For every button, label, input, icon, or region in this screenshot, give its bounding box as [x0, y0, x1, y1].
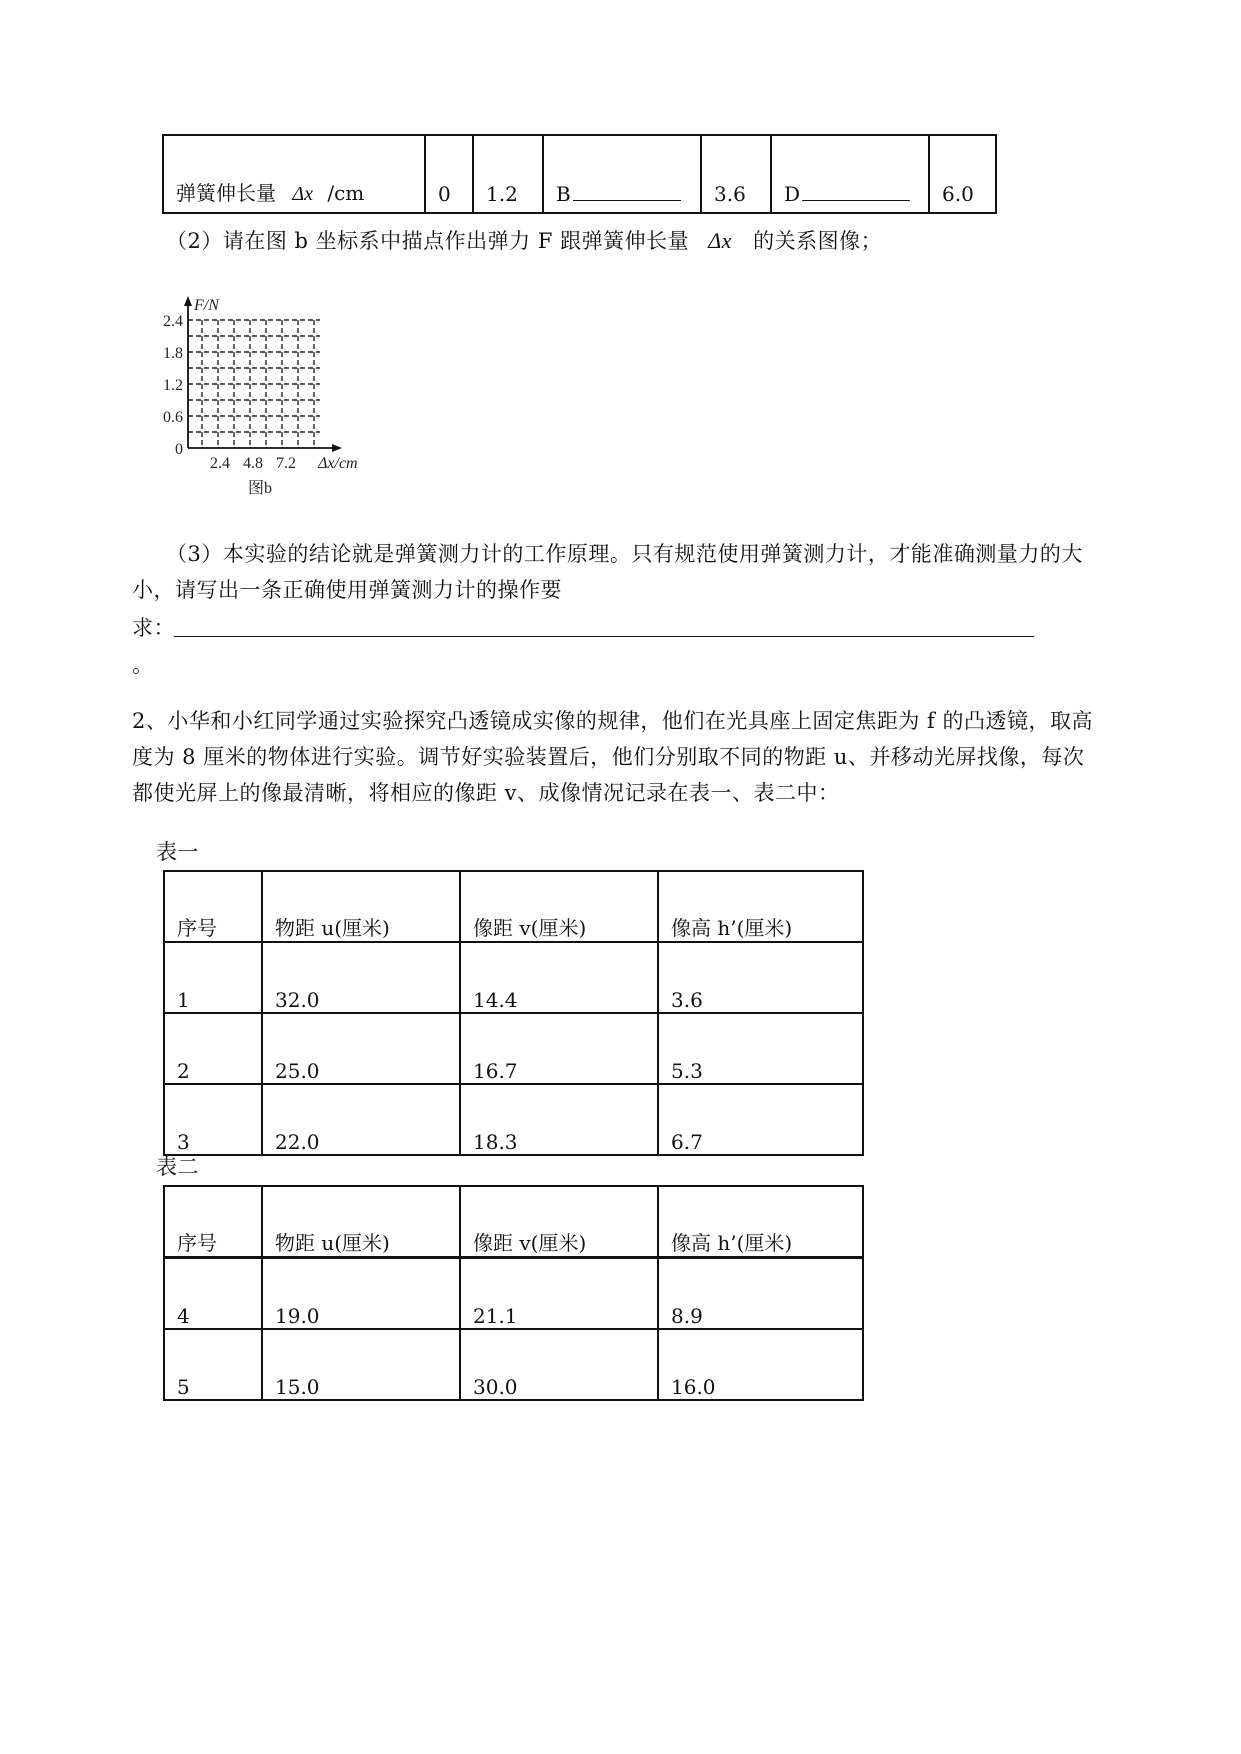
fill-blank-line [802, 199, 910, 201]
table-row [163, 135, 996, 213]
table-header-row [164, 1186, 863, 1258]
header-cell: 像距 v(厘米) [460, 871, 658, 942]
y-axis-arrow [184, 296, 192, 306]
problem2-line2: 度为 8 厘米的物体进行实验。调节好实验装置后，他们分别取不同的物距 u、并移动光屏找像，每次 [132, 745, 1085, 769]
table-cell: 25.0 [262, 1013, 460, 1084]
table-cell: 21.1 [460, 1258, 658, 1330]
problem2-line3: 都使光屏上的像最清晰，将相应的像距 v、成像情况记录在表一、表二中： [132, 781, 840, 805]
table2-caption: 表二 [156, 1155, 199, 1179]
table-cell: 14.4 [460, 942, 658, 1013]
y-tick-label: 2.4 [163, 313, 183, 330]
table-cell: 3 [164, 1084, 262, 1155]
table-cell: 5 [164, 1329, 262, 1400]
fill-blank-line [573, 199, 681, 201]
header-cell: 物距 u(厘米) [262, 871, 460, 942]
y-tick-label: 0.6 [163, 409, 183, 426]
header-cell: 像距 v(厘米) [460, 1186, 658, 1258]
x-tick-label: 7.2 [276, 455, 296, 472]
header-cell: 序号 [164, 871, 262, 942]
table-cell: 30.0 [460, 1329, 658, 1400]
table-cell: 0 [425, 135, 473, 213]
table-cell: 15.0 [262, 1329, 460, 1400]
header-cell: 物距 u(厘米) [262, 1186, 460, 1258]
row-label-text: 弹簧伸长量 [176, 181, 276, 205]
spring-extension-table [162, 134, 997, 214]
q3-line3 [132, 608, 175, 648]
table-cell: 1 [164, 942, 262, 1013]
table-cell: 19.0 [262, 1258, 460, 1330]
header-cell: 序号 [164, 1186, 262, 1258]
table-cell: 6.7 [658, 1084, 863, 1155]
q3-line1: （3）本实验的结论就是弹簧测力计的工作原理。只有规范使用弹簧测力计，才能准确测量力的大 [166, 542, 1083, 566]
table-row [164, 1013, 863, 1084]
table-cell: 4 [164, 1258, 262, 1330]
y-tick-label: 1.8 [163, 345, 183, 362]
table-cell: 5.3 [658, 1013, 863, 1084]
table-cell: 3.6 [701, 135, 771, 213]
unit-label: /cm [327, 181, 365, 205]
q3-line3-prefix: 求： [132, 616, 175, 640]
table-row [164, 942, 863, 1013]
table-cell: 6.0 [929, 135, 996, 213]
figure-caption: 图b [248, 480, 273, 497]
q2-suffix: 的关系图像； [753, 229, 883, 253]
blank-cell-d [771, 135, 929, 213]
table-cell: 22.0 [262, 1084, 460, 1155]
x-axis-label: Δx/cm [318, 455, 358, 472]
table1-caption: 表一 [156, 840, 199, 864]
table2 [163, 1185, 864, 1401]
table-row [164, 1258, 863, 1330]
x-tick-label: 4.8 [243, 455, 263, 472]
table-cell: 1.2 [473, 135, 543, 213]
blank-cell-b [543, 135, 701, 213]
q2-prompt [166, 221, 882, 261]
y-tick-label: 1.2 [163, 377, 183, 394]
blank-label: D [784, 182, 801, 206]
blank-label: B [556, 182, 571, 206]
problem2-line1: 2、小华和小红同学通过实验探究凸透镜成实像的规律，他们在光具座上固定焦距为 f 的凸透镜，取高 [132, 709, 1093, 733]
answer-line[interactable] [174, 636, 1034, 637]
table-cell: 2 [164, 1013, 262, 1084]
figure-b-graph [150, 290, 410, 510]
table-cell: 16.0 [658, 1329, 863, 1400]
y-tick-label: 0 [175, 441, 183, 458]
delta-x-symbol: Δx [292, 183, 313, 205]
x-axis-arrow [332, 444, 342, 452]
header-cell: 像高 h’(厘米) [658, 871, 863, 942]
table-cell: 16.7 [460, 1013, 658, 1084]
table1 [163, 870, 864, 1156]
q3-line2: 小，请写出一条正确使用弹簧测力计的操作要 [132, 578, 562, 602]
table-cell: 32.0 [262, 942, 460, 1013]
table-cell: 8.9 [658, 1258, 863, 1330]
table-row [164, 1329, 863, 1400]
row-label-cell [163, 135, 425, 213]
y-axis-label: F/N [194, 297, 219, 314]
header-cell: 像高 h’(厘米) [658, 1186, 863, 1258]
table-cell: 18.3 [460, 1084, 658, 1155]
table-cell: 3.6 [658, 942, 863, 1013]
q3-line4: 。 [132, 653, 154, 677]
table-row [164, 1084, 863, 1155]
delta-x-symbol: Δx [708, 228, 732, 253]
q2-prefix: （2）请在图 b 坐标系中描点作出弹力 F 跟弹簧伸长量 [166, 229, 690, 253]
table-header-row [164, 871, 863, 942]
dashed-grid [188, 320, 320, 448]
x-tick-label: 2.4 [210, 455, 230, 472]
